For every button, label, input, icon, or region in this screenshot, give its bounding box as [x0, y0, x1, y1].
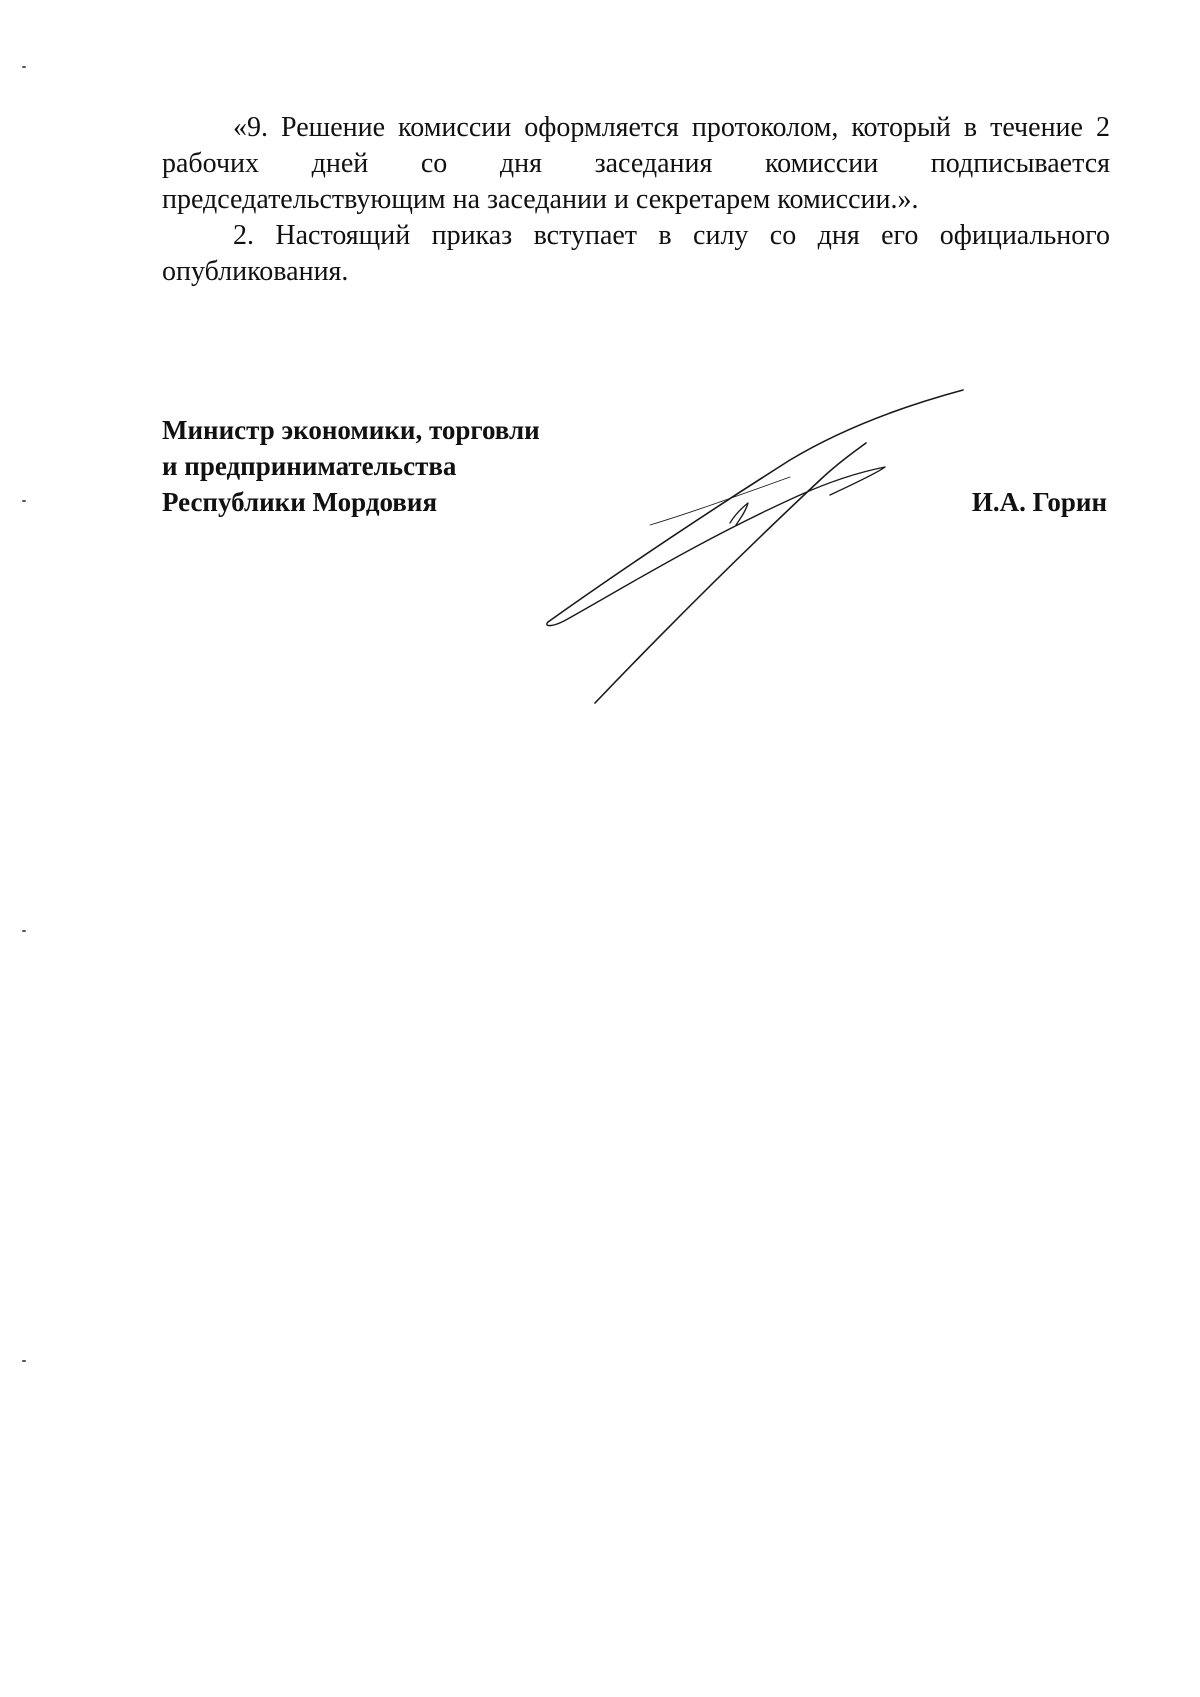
scan-speck	[22, 1360, 26, 1362]
signatory-name: И.А. Горин	[971, 487, 1107, 517]
signatory-title	[162, 412, 540, 520]
document-body	[162, 110, 1110, 290]
signatory-title-line: Министр экономики, торговли	[162, 415, 540, 445]
signatory-title-line: и предпринимательства	[162, 451, 457, 481]
scan-speck	[22, 500, 26, 502]
paragraph-clause-9: «9. Решение комиссии оформляется протоколом, который в течение 2 рабочих дней со дня заседания комиссии подписывается председательствующим на заседании и секретарем комиссии.».	[162, 112, 1110, 215]
signatory-title-line: Республики Мордовия	[162, 487, 438, 517]
paragraph-clause-2: 2. Настоящий приказ вступает в силу со дня его официального опубликования.	[162, 220, 1110, 287]
scan-speck	[22, 66, 26, 68]
handwritten-signature	[540, 385, 980, 705]
scan-speck	[22, 930, 26, 932]
